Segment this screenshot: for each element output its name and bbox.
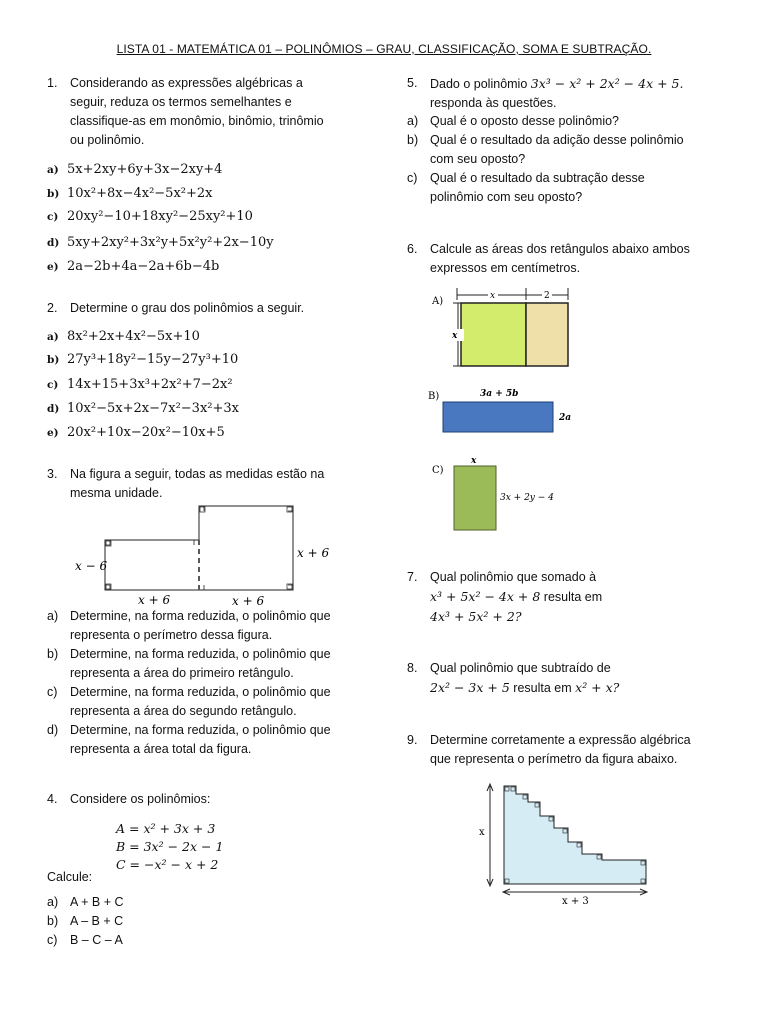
page-title: LISTA 01 - MATEMÁTICA 01 – POLINÔMIOS – GRAU, CLASSIFICAÇÃO, SOMA E SUBTRAÇÃO.: [116, 42, 652, 56]
figure-label: x + 3: [562, 896, 589, 907]
question-text: Considere os polinômios:: [70, 792, 211, 806]
staircase-figure: [472, 780, 662, 908]
figure-label: C): [432, 465, 444, 476]
polynomial-b: B = 3x² − 2x − 1: [116, 839, 224, 854]
figure-label: 3a + 5b: [480, 389, 519, 399]
figure-label: x + 6: [232, 594, 265, 608]
question-text: Determine o grau dos polinômios a seguir.: [70, 301, 305, 315]
question-8: 8. Qual polinômio que subtraído de 2x² − 3x + 5 resulta em x² + x?: [407, 659, 737, 698]
rectangle-figure-a: [430, 286, 580, 370]
polynomial-expression: 2x² − 3x + 5: [430, 680, 510, 695]
sub-item: b) A – B + C: [47, 914, 124, 928]
expression-item: b) 10x²+8x−4x²−5x²+2x: [47, 186, 213, 201]
sub-item: b) Qual é o resultado da adição desse polinômio com seu oposto?: [407, 133, 684, 166]
question-text-line: Na figura a seguir, todas as medidas estão na: [70, 467, 325, 481]
calcule-label: Calcule:: [47, 870, 93, 884]
sub-item: d) Determine, na forma reduzida, o polinômio que representa a área total da figura.: [47, 723, 331, 756]
figure-label: 3x + 2y − 4: [500, 493, 554, 503]
question-4-items: [47, 893, 347, 950]
figure-label: x + 6: [297, 546, 330, 560]
question-5: 5. Dado o polinômio 3x³ − x² + 2x² − 4x + 5. responda às questões.: [407, 74, 737, 113]
figure-label: A): [432, 296, 444, 307]
polynomial-c: C = −x² − x + 2: [116, 857, 219, 872]
question-number: 7.: [407, 570, 418, 584]
figure-label: x: [452, 331, 458, 341]
expression-item: e) 2a−2b+4a−2a+6b−4b: [47, 259, 220, 274]
question-7: 7. Qual polinômio que somado à x³ + 5x² − 4x + 8 resulta em 4x³ + 5x² + 2?: [407, 568, 737, 626]
rectangle-figure-b: [428, 385, 578, 437]
question-3-items: [47, 607, 367, 759]
polynomial-expression: 4x³ + 5x² + 2?: [430, 609, 522, 624]
question-text-line: seguir, reduza os termos semelhantes e: [70, 95, 292, 109]
question-number: 8.: [407, 661, 418, 675]
expression-item: c) 20xy²−10+18xy²−25xy²+10: [47, 209, 253, 224]
question-text-line: ou polinômio.: [70, 133, 145, 147]
polynomial-expression: x³ + 5x² − 4x + 8: [430, 589, 541, 604]
figure-label: x − 6: [75, 559, 108, 573]
sub-item: c) B – C – A: [47, 933, 123, 947]
question-number: 2.: [47, 301, 58, 315]
polynomial-definitions: [116, 820, 223, 874]
question-number: 3.: [47, 467, 58, 481]
rectangle-figure-c: [430, 452, 580, 536]
expression-item: a) 5x+2xy+6y+3x−2xy+4: [47, 162, 223, 177]
question-text-line: Qual polinômio que somado à: [430, 570, 597, 584]
figure-label: 2: [544, 291, 550, 301]
figure-label: B): [428, 391, 440, 402]
question-text-line: Calcule as áreas dos retângulos abaixo ambos: [430, 242, 690, 256]
question-number: 6.: [407, 242, 418, 256]
sub-item: a) A + B + C: [47, 895, 124, 909]
expression-item: d) 10x²−5x+2x−7x²−3x²+3x: [47, 401, 239, 416]
question-text-line: expressos em centímetros.: [430, 261, 581, 275]
two-rectangles-figure: [70, 502, 340, 608]
question-number: 1.: [47, 76, 58, 90]
question-number: 5.: [407, 76, 418, 90]
figure-label: 2a: [559, 413, 572, 423]
question-number: 4.: [47, 792, 58, 806]
question-text-line: classifique-as em monômio, binômio, trinômio: [70, 114, 324, 128]
question-text-line: Qual polinômio que subtraído de: [430, 661, 611, 675]
question-9: [407, 731, 747, 769]
figure-label: x: [471, 456, 477, 466]
sub-item: b) Determine, na forma reduzida, o polinômio que representa a área do primeiro retângulo.: [47, 647, 331, 680]
question-text-line: Considerando as expressões algébricas a: [70, 76, 303, 90]
question-text-line: Determine corretamente a expressão algébrica: [430, 733, 691, 747]
question-text-line: responda às questões.: [430, 96, 557, 110]
question-number: 9.: [407, 733, 418, 747]
question-text-line: que representa o perímetro da figura abaixo.: [430, 752, 678, 766]
expression-item: a) 8x²+2x+4x²−5x+10: [47, 329, 200, 344]
question-3: [47, 465, 367, 503]
question-4: [47, 790, 367, 809]
figure-label: x: [490, 291, 496, 301]
figure-label: x + 6: [138, 593, 171, 607]
sub-item: c) Determine, na forma reduzida, o polinômio que representa a área do segundo retângulo.: [47, 685, 331, 718]
expression-item: b) 27y³+18y²−15y−27y³+10: [47, 352, 239, 367]
polynomial-expression: x² + x?: [575, 680, 620, 695]
question-text-line: mesma unidade.: [70, 486, 163, 500]
expression-item: d) 5xy+2xy²+3x²y+5x²y²+2x−10y: [47, 235, 274, 250]
figure-label: x: [479, 827, 485, 838]
sub-item: a) Qual é o oposto desse polinômio?: [407, 114, 620, 128]
expression-item: e) 20x²+10x−20x²−10x+5: [47, 425, 225, 440]
sub-item: a) Determine, na forma reduzida, o polinômio que representa o perímetro dessa figura.: [47, 609, 331, 642]
question-6: [407, 240, 737, 278]
polynomial-expression: 3x³ − x² + 2x² − 4x + 5.: [530, 76, 684, 91]
expression-item: c) 14x+15+3x³+2x²+7−2x²: [47, 377, 233, 392]
question-1: [47, 74, 367, 150]
question-5-items: [407, 112, 737, 207]
polynomial-a: A = x² + 3x + 3: [116, 821, 216, 836]
question-2: [47, 299, 367, 318]
sub-item: c) Qual é o resultado da subtração desse polinômio com seu oposto?: [407, 171, 645, 204]
